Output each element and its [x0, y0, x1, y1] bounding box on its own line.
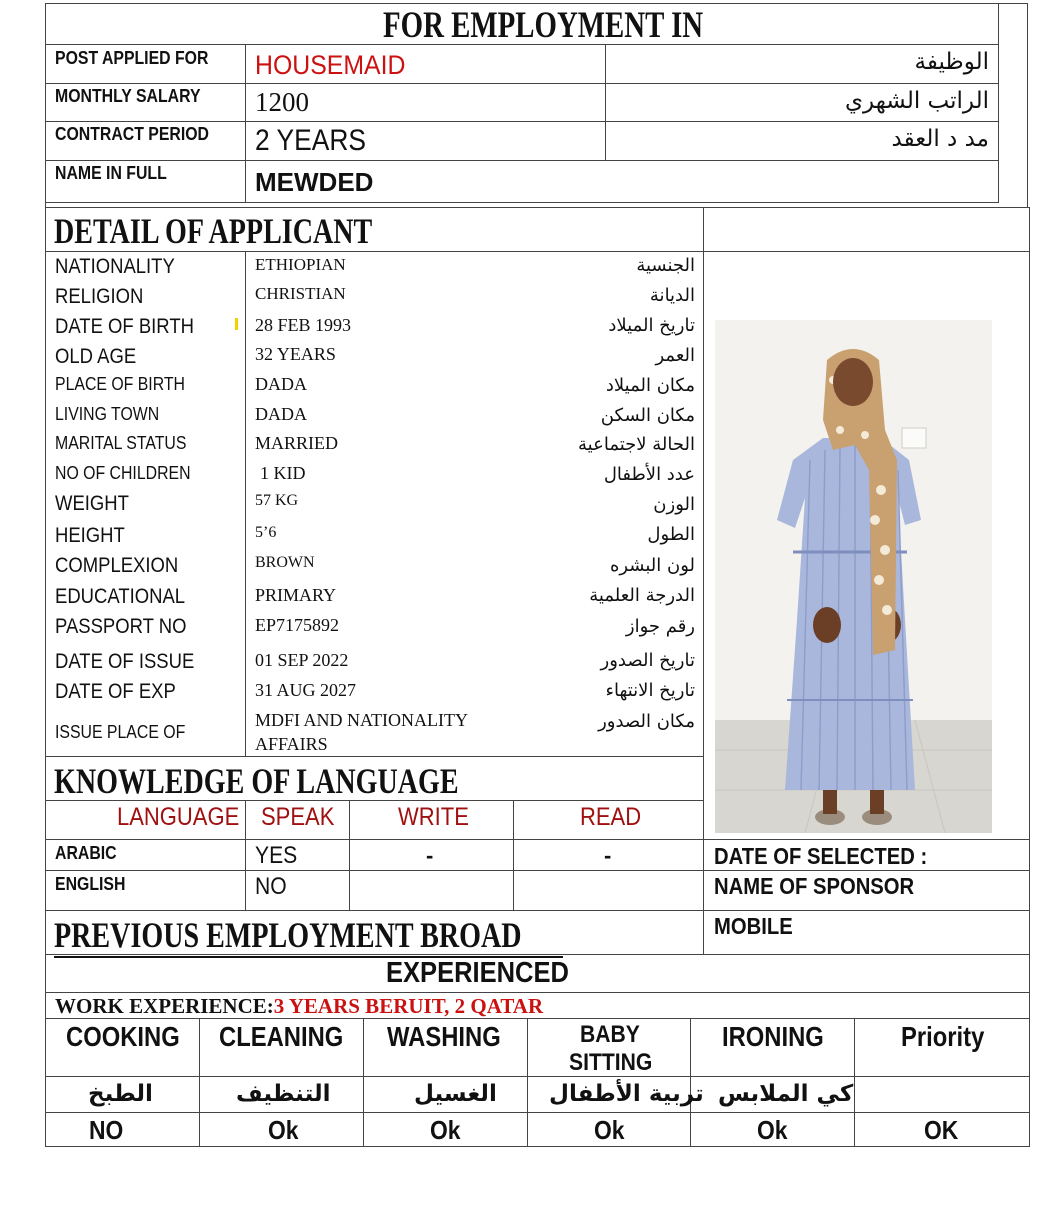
salary-ar: الراتب الشهري	[845, 88, 989, 114]
detail-ar: الحالة لاجتماعية	[578, 434, 695, 455]
skill-en: WASHING	[387, 1021, 501, 1052]
date-selected-label: DATE OF SELECTED :	[714, 843, 928, 869]
detail-ar: تاريخ الصدور	[600, 650, 695, 671]
work-experience	[55, 994, 543, 1019]
page-title: FOR EMPLOYMENT IN	[383, 5, 704, 46]
post-value: HOUSEMAID	[255, 50, 406, 80]
detail-ar: تاريخ الانتهاء	[605, 680, 695, 701]
detail-value: ETHIOPIAN	[255, 255, 346, 274]
work-exp-value: 3 YEARS BERUIT, 2 QATAR	[273, 994, 544, 1018]
detail-ar: الجنسية	[636, 255, 695, 276]
lang-speak: NO	[255, 873, 287, 900]
detail-value: CHRISTIAN	[255, 284, 346, 303]
salary-value: 1200	[255, 87, 309, 117]
issue-place-value: MDFI AND NATIONALITY	[255, 710, 468, 730]
skill-value: Ok	[594, 1115, 625, 1145]
detail-value: 5’6	[255, 524, 277, 541]
language-heading: KNOWLEDGE OF LANGUAGE	[54, 761, 459, 801]
detail-value: 01 SEP 2022	[255, 650, 349, 670]
issue-place-value-2: AFFAIRS	[255, 734, 328, 754]
detail-heading: DETAIL OF APPLICANT	[54, 211, 373, 251]
col-read: READ	[580, 803, 642, 831]
detail-ar: الدرجة العلمية	[589, 585, 695, 606]
skill-en: IRONING	[722, 1021, 824, 1052]
detail-label: NATIONALITY	[55, 255, 175, 278]
detail-value: 1 KID	[260, 463, 306, 483]
detail-value: DADA	[255, 404, 307, 424]
detail-label: PLACE OF BIRTH	[55, 374, 185, 394]
applicant-photo	[715, 320, 992, 833]
detail-value: 31 AUG 2027	[255, 680, 357, 700]
skill-ar: تربية الأطفال	[549, 1081, 704, 1107]
detail-ar: لون البشره	[609, 555, 695, 576]
prev-heading: PREVIOUS EMPLOYMENT BROAD	[54, 914, 563, 958]
detail-value: BROWN	[255, 554, 315, 571]
lang-speak: YES	[255, 842, 298, 869]
detail-ar: مكان السكن	[600, 405, 695, 426]
detail-label: PASSPORT NO	[55, 615, 187, 638]
skill-value: Ok	[268, 1115, 299, 1145]
detail-label: LIVING TOWN	[55, 404, 160, 424]
detail-ar: الطول	[647, 524, 695, 545]
skill-en: COOKING	[66, 1021, 180, 1052]
skill-value: NO	[89, 1115, 124, 1145]
detail-label: OLD AGE	[55, 345, 137, 368]
skill-ar: التنظيف	[236, 1081, 331, 1107]
detail-label: MARITAL STATUS	[55, 433, 187, 453]
detail-ar: مكان الميلاد	[605, 375, 695, 396]
name-label: NAME IN FULL	[55, 163, 167, 183]
experienced-label: EXPERIENCED	[386, 957, 569, 989]
detail-value: PRIMARY	[255, 585, 337, 605]
col-language: LANGUAGE	[117, 803, 240, 831]
skill-value: Ok	[430, 1115, 461, 1145]
detail-ar: الديانة	[649, 285, 695, 306]
issue-place-label: ISSUE PLACE OF	[55, 722, 186, 742]
detail-value: 57 KG	[255, 492, 299, 509]
detail-ar: الوزن	[653, 494, 695, 515]
col-speak: SPEAK	[261, 803, 335, 831]
detail-label: WEIGHT	[55, 492, 129, 515]
salary-label: MONTHLY SALARY	[55, 86, 201, 106]
detail-label: DATE OF BIRTH	[55, 315, 194, 338]
skill-en: Priority	[901, 1021, 985, 1052]
detail-ar: رقم جواز	[625, 616, 695, 637]
detail-label: DATE OF EXP	[55, 680, 176, 703]
detail-label: COMPLEXION	[55, 554, 179, 577]
contract-value: 2 YEARS	[255, 124, 367, 157]
detail-value: DADA	[255, 374, 307, 394]
post-ar: الوظيفة	[914, 49, 989, 75]
detail-value: 32 YEARS	[255, 344, 336, 364]
lang-name: ARABIC	[55, 843, 117, 863]
work-exp-label: WORK EXPERIENCE:	[55, 994, 274, 1018]
detail-value: 28 FEB 1993	[255, 315, 352, 335]
highlight-mark	[235, 318, 238, 330]
detail-label: DATE OF ISSUE	[55, 650, 195, 673]
detail-label: HEIGHT	[55, 524, 125, 547]
detail-ar: العمر	[655, 345, 695, 366]
skill-value: Ok	[757, 1115, 788, 1145]
person-illustration	[715, 320, 992, 833]
lang-name: ENGLISH	[55, 874, 126, 894]
skill-en: CLEANING	[219, 1021, 344, 1052]
lang-read: -	[604, 843, 612, 868]
skill-ar: كي الملابس	[718, 1081, 854, 1107]
detail-label: EDUCATIONAL	[55, 585, 186, 608]
skill-ar: الغسيل	[414, 1081, 497, 1107]
post-label: POST APPLIED FOR	[55, 48, 209, 68]
detail-ar: عدد الأطفال	[603, 464, 695, 485]
detail-label: NO OF CHILDREN	[55, 463, 191, 483]
detail-ar: تاريخ الميلاد	[608, 315, 695, 336]
skill-en: BABY	[580, 1021, 640, 1048]
contract-label: CONTRACT PERIOD	[55, 124, 209, 144]
skill-value: OK	[924, 1115, 959, 1145]
lang-write: -	[426, 843, 434, 868]
skill-ar: الطبخ	[88, 1081, 153, 1107]
issue-place-ar: مكان الصدور	[598, 711, 695, 732]
detail-value: MARRIED	[255, 433, 339, 453]
sponsor-name-label: NAME OF SPONSOR	[714, 873, 915, 899]
detail-value: EP7175892	[255, 615, 340, 635]
detail-label: RELIGION	[55, 285, 144, 308]
contract-ar: مد د العقد	[891, 126, 989, 152]
name-value: MEWDED	[255, 167, 374, 197]
col-write: WRITE	[398, 803, 469, 831]
mobile-label: MOBILE	[714, 913, 793, 939]
skill-en-2: SITTING	[569, 1049, 653, 1076]
